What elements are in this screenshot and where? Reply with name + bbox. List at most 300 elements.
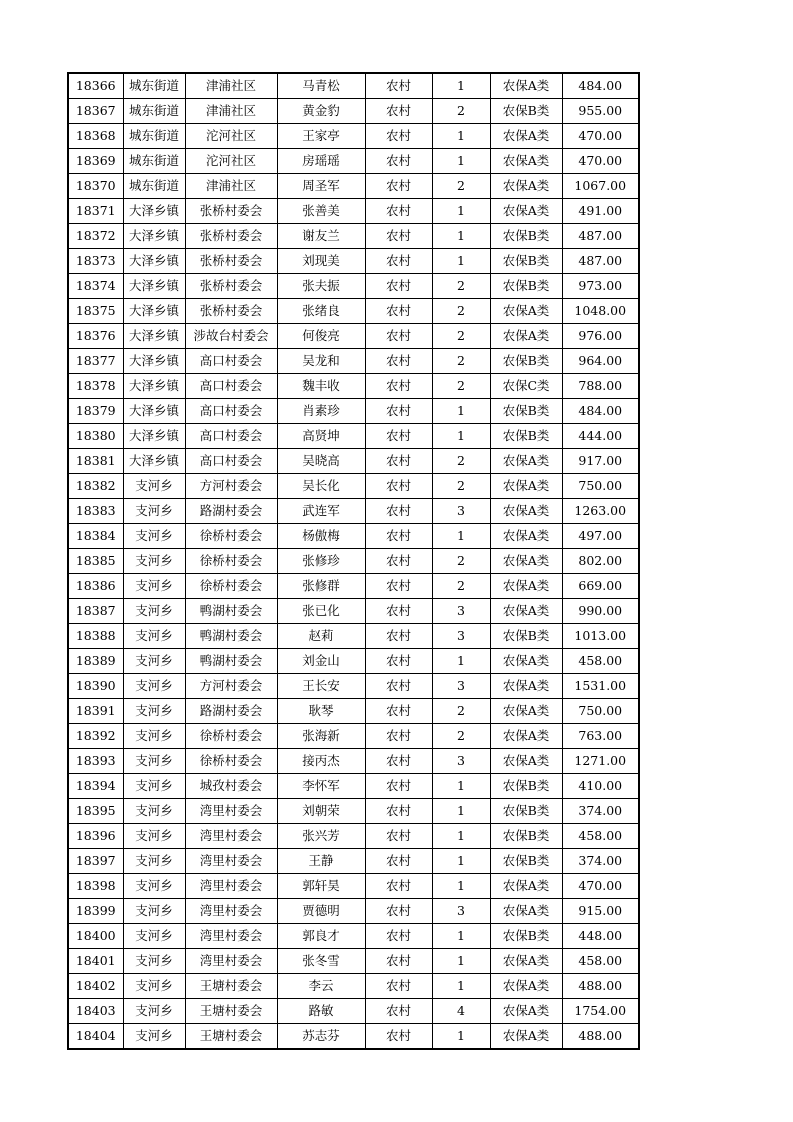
- table-body: [68, 73, 639, 1049]
- amount-cell: 750.00: [562, 699, 639, 724]
- member-count-cell: 1: [432, 399, 490, 424]
- name-cell: 张夫振: [277, 274, 365, 299]
- member-count-cell: 4: [432, 999, 490, 1024]
- household-type-cell: 农村: [365, 799, 432, 824]
- insurance-category-cell: 农保A类: [490, 974, 562, 999]
- township-cell: 大泽乡镇: [123, 274, 185, 299]
- member-count-cell: 2: [432, 699, 490, 724]
- household-type-cell: 农村: [365, 724, 432, 749]
- table-row: [68, 399, 639, 424]
- serial-number-cell: 18376: [68, 324, 123, 349]
- household-type-cell: 农村: [365, 499, 432, 524]
- insurance-category-cell: 农保B类: [490, 774, 562, 799]
- amount-cell: 458.00: [562, 649, 639, 674]
- table-row: [68, 999, 639, 1024]
- table-row: [68, 624, 639, 649]
- serial-number-cell: 18398: [68, 874, 123, 899]
- serial-number-cell: 18387: [68, 599, 123, 624]
- amount-cell: 448.00: [562, 924, 639, 949]
- member-count-cell: 2: [432, 99, 490, 124]
- insurance-category-cell: 农保B类: [490, 249, 562, 274]
- township-cell: 大泽乡镇: [123, 324, 185, 349]
- table-row: [68, 524, 639, 549]
- table-row: [68, 974, 639, 999]
- amount-cell: 917.00: [562, 449, 639, 474]
- table-row: [68, 249, 639, 274]
- insurance-category-cell: 农保B类: [490, 849, 562, 874]
- name-cell: 张冬雪: [277, 949, 365, 974]
- table-row: [68, 849, 639, 874]
- serial-number-cell: 18397: [68, 849, 123, 874]
- township-cell: 大泽乡镇: [123, 424, 185, 449]
- serial-number-cell: 18370: [68, 174, 123, 199]
- amount-cell: 487.00: [562, 224, 639, 249]
- serial-number-cell: 18366: [68, 73, 123, 99]
- table-row: [68, 424, 639, 449]
- table-row: [68, 474, 639, 499]
- township-cell: 大泽乡镇: [123, 199, 185, 224]
- household-type-cell: 农村: [365, 174, 432, 199]
- village-cell: 沱河社区: [185, 124, 277, 149]
- insurance-category-cell: 农保A类: [490, 174, 562, 199]
- township-cell: 支河乡: [123, 599, 185, 624]
- member-count-cell: 2: [432, 474, 490, 499]
- member-count-cell: 1: [432, 524, 490, 549]
- insurance-category-cell: 农保A类: [490, 124, 562, 149]
- household-type-cell: 农村: [365, 874, 432, 899]
- village-cell: 徐桥村委会: [185, 749, 277, 774]
- township-cell: 城东街道: [123, 73, 185, 99]
- village-cell: 高口村委会: [185, 374, 277, 399]
- household-type-cell: 农村: [365, 274, 432, 299]
- village-cell: 涉故台村委会: [185, 324, 277, 349]
- household-type-cell: 农村: [365, 73, 432, 99]
- household-type-cell: 农村: [365, 849, 432, 874]
- serial-number-cell: 18388: [68, 624, 123, 649]
- amount-cell: 484.00: [562, 399, 639, 424]
- member-count-cell: 1: [432, 949, 490, 974]
- household-type-cell: 农村: [365, 424, 432, 449]
- village-cell: 张桥村委会: [185, 199, 277, 224]
- insurance-category-cell: 农保C类: [490, 374, 562, 399]
- insurance-category-cell: 农保A类: [490, 724, 562, 749]
- insurance-category-cell: 农保A类: [490, 649, 562, 674]
- insurance-category-cell: 农保A类: [490, 949, 562, 974]
- amount-cell: 1271.00: [562, 749, 639, 774]
- township-cell: 支河乡: [123, 699, 185, 724]
- serial-number-cell: 18389: [68, 649, 123, 674]
- name-cell: 路敏: [277, 999, 365, 1024]
- village-cell: 路湖村委会: [185, 699, 277, 724]
- serial-number-cell: 18386: [68, 574, 123, 599]
- township-cell: 城东街道: [123, 174, 185, 199]
- village-cell: 高口村委会: [185, 349, 277, 374]
- township-cell: 支河乡: [123, 749, 185, 774]
- village-cell: 鸭湖村委会: [185, 624, 277, 649]
- insurance-category-cell: 农保A类: [490, 674, 562, 699]
- township-cell: 支河乡: [123, 849, 185, 874]
- village-cell: 张桥村委会: [185, 249, 277, 274]
- insurance-category-cell: 农保A类: [490, 324, 562, 349]
- name-cell: 张善美: [277, 199, 365, 224]
- table-row: [68, 749, 639, 774]
- household-type-cell: 农村: [365, 249, 432, 274]
- member-count-cell: 1: [432, 974, 490, 999]
- table-row: [68, 73, 639, 99]
- township-cell: 支河乡: [123, 474, 185, 499]
- member-count-cell: 2: [432, 324, 490, 349]
- amount-cell: 990.00: [562, 599, 639, 624]
- member-count-cell: 1: [432, 824, 490, 849]
- table-row: [68, 674, 639, 699]
- amount-cell: 374.00: [562, 849, 639, 874]
- township-cell: 支河乡: [123, 724, 185, 749]
- name-cell: 马青松: [277, 73, 365, 99]
- amount-cell: 1067.00: [562, 174, 639, 199]
- serial-number-cell: 18375: [68, 299, 123, 324]
- household-type-cell: 农村: [365, 99, 432, 124]
- household-type-cell: 农村: [365, 524, 432, 549]
- village-cell: 湾里村委会: [185, 799, 277, 824]
- household-type-cell: 农村: [365, 449, 432, 474]
- table-row: [68, 549, 639, 574]
- name-cell: 高贤坤: [277, 424, 365, 449]
- insurance-category-cell: 农保A类: [490, 574, 562, 599]
- township-cell: 支河乡: [123, 974, 185, 999]
- amount-cell: 1754.00: [562, 999, 639, 1024]
- member-count-cell: 1: [432, 124, 490, 149]
- amount-cell: 374.00: [562, 799, 639, 824]
- serial-number-cell: 18385: [68, 549, 123, 574]
- household-type-cell: 农村: [365, 549, 432, 574]
- member-count-cell: 2: [432, 449, 490, 474]
- table-row: [68, 724, 639, 749]
- household-type-cell: 农村: [365, 949, 432, 974]
- insurance-category-cell: 农保A类: [490, 499, 562, 524]
- name-cell: 赵莉: [277, 624, 365, 649]
- amount-cell: 470.00: [562, 149, 639, 174]
- serial-number-cell: 18394: [68, 774, 123, 799]
- member-count-cell: 2: [432, 724, 490, 749]
- name-cell: 周圣军: [277, 174, 365, 199]
- household-type-cell: 农村: [365, 374, 432, 399]
- member-count-cell: 2: [432, 349, 490, 374]
- village-cell: 方河村委会: [185, 474, 277, 499]
- village-cell: 王塘村委会: [185, 974, 277, 999]
- name-cell: 张已化: [277, 599, 365, 624]
- table-row: [68, 299, 639, 324]
- serial-number-cell: 18400: [68, 924, 123, 949]
- name-cell: 王家亭: [277, 124, 365, 149]
- table-row: [68, 324, 639, 349]
- township-cell: 支河乡: [123, 999, 185, 1024]
- member-count-cell: 1: [432, 199, 490, 224]
- township-cell: 支河乡: [123, 574, 185, 599]
- township-cell: 支河乡: [123, 799, 185, 824]
- table-row: [68, 374, 639, 399]
- township-cell: 大泽乡镇: [123, 399, 185, 424]
- serial-number-cell: 18402: [68, 974, 123, 999]
- name-cell: 武连军: [277, 499, 365, 524]
- township-cell: 支河乡: [123, 649, 185, 674]
- table-row: [68, 274, 639, 299]
- member-count-cell: 2: [432, 299, 490, 324]
- name-cell: 魏丰收: [277, 374, 365, 399]
- township-cell: 支河乡: [123, 774, 185, 799]
- township-cell: 支河乡: [123, 549, 185, 574]
- township-cell: 支河乡: [123, 1024, 185, 1050]
- township-cell: 支河乡: [123, 524, 185, 549]
- insurance-category-cell: 农保A类: [490, 899, 562, 924]
- serial-number-cell: 18403: [68, 999, 123, 1024]
- serial-number-cell: 18368: [68, 124, 123, 149]
- amount-cell: 955.00: [562, 99, 639, 124]
- member-count-cell: 3: [432, 674, 490, 699]
- village-cell: 高口村委会: [185, 424, 277, 449]
- member-count-cell: 1: [432, 224, 490, 249]
- amount-cell: 1013.00: [562, 624, 639, 649]
- table-row: [68, 199, 639, 224]
- name-cell: 张兴芳: [277, 824, 365, 849]
- township-cell: 大泽乡镇: [123, 449, 185, 474]
- amount-cell: 497.00: [562, 524, 639, 549]
- table-row: [68, 899, 639, 924]
- household-type-cell: 农村: [365, 149, 432, 174]
- insurance-category-cell: 农保B类: [490, 924, 562, 949]
- serial-number-cell: 18369: [68, 149, 123, 174]
- member-count-cell: 1: [432, 924, 490, 949]
- name-cell: 杨傲梅: [277, 524, 365, 549]
- serial-number-cell: 18371: [68, 199, 123, 224]
- village-cell: 高口村委会: [185, 449, 277, 474]
- amount-cell: 444.00: [562, 424, 639, 449]
- household-type-cell: 农村: [365, 674, 432, 699]
- township-cell: 大泽乡镇: [123, 249, 185, 274]
- name-cell: 刘金山: [277, 649, 365, 674]
- insurance-category-cell: 农保A类: [490, 199, 562, 224]
- township-cell: 城东街道: [123, 99, 185, 124]
- insurance-category-cell: 农保A类: [490, 1024, 562, 1050]
- name-cell: 李云: [277, 974, 365, 999]
- household-type-cell: 农村: [365, 124, 432, 149]
- member-count-cell: 1: [432, 774, 490, 799]
- name-cell: 张海新: [277, 724, 365, 749]
- amount-cell: 410.00: [562, 774, 639, 799]
- serial-number-cell: 18399: [68, 899, 123, 924]
- name-cell: 贾德明: [277, 899, 365, 924]
- serial-number-cell: 18373: [68, 249, 123, 274]
- name-cell: 张绪良: [277, 299, 365, 324]
- village-cell: 湾里村委会: [185, 949, 277, 974]
- serial-number-cell: 18393: [68, 749, 123, 774]
- township-cell: 大泽乡镇: [123, 224, 185, 249]
- village-cell: 王塘村委会: [185, 999, 277, 1024]
- serial-number-cell: 18380: [68, 424, 123, 449]
- village-cell: 鸭湖村委会: [185, 599, 277, 624]
- member-count-cell: 2: [432, 574, 490, 599]
- household-type-cell: 农村: [365, 324, 432, 349]
- name-cell: 吴长化: [277, 474, 365, 499]
- township-cell: 支河乡: [123, 674, 185, 699]
- village-cell: 徐桥村委会: [185, 724, 277, 749]
- table-row: [68, 124, 639, 149]
- village-cell: 湾里村委会: [185, 849, 277, 874]
- table-row: [68, 599, 639, 624]
- name-cell: 苏志芬: [277, 1024, 365, 1050]
- township-cell: 支河乡: [123, 824, 185, 849]
- village-cell: 湾里村委会: [185, 899, 277, 924]
- amount-cell: 470.00: [562, 124, 639, 149]
- member-count-cell: 3: [432, 599, 490, 624]
- village-cell: 湾里村委会: [185, 824, 277, 849]
- insurance-category-cell: 农保B类: [490, 274, 562, 299]
- insurance-category-cell: 农保A类: [490, 299, 562, 324]
- village-cell: 津浦社区: [185, 174, 277, 199]
- member-count-cell: 3: [432, 899, 490, 924]
- member-count-cell: 1: [432, 874, 490, 899]
- household-type-cell: 农村: [365, 599, 432, 624]
- village-cell: 张桥村委会: [185, 274, 277, 299]
- household-type-cell: 农村: [365, 224, 432, 249]
- member-count-cell: 3: [432, 624, 490, 649]
- village-cell: 湾里村委会: [185, 874, 277, 899]
- amount-cell: 458.00: [562, 824, 639, 849]
- name-cell: 郭轩昊: [277, 874, 365, 899]
- amount-cell: 1531.00: [562, 674, 639, 699]
- township-cell: 大泽乡镇: [123, 374, 185, 399]
- amount-cell: 488.00: [562, 1024, 639, 1050]
- amount-cell: 491.00: [562, 199, 639, 224]
- amount-cell: 484.00: [562, 73, 639, 99]
- insurance-category-cell: 农保A类: [490, 474, 562, 499]
- table-row: [68, 1024, 639, 1050]
- member-count-cell: 1: [432, 424, 490, 449]
- serial-number-cell: 18379: [68, 399, 123, 424]
- name-cell: 张修珍: [277, 549, 365, 574]
- insurance-category-cell: 农保B类: [490, 399, 562, 424]
- member-count-cell: 1: [432, 649, 490, 674]
- data-table: [67, 72, 640, 1050]
- member-count-cell: 1: [432, 149, 490, 174]
- table-row: [68, 574, 639, 599]
- household-type-cell: 农村: [365, 774, 432, 799]
- village-cell: 高口村委会: [185, 399, 277, 424]
- insurance-category-cell: 农保A类: [490, 699, 562, 724]
- serial-number-cell: 18378: [68, 374, 123, 399]
- member-count-cell: 1: [432, 73, 490, 99]
- insurance-category-cell: 农保A类: [490, 999, 562, 1024]
- village-cell: 方河村委会: [185, 674, 277, 699]
- table-row: [68, 349, 639, 374]
- serial-number-cell: 18404: [68, 1024, 123, 1050]
- name-cell: 肖素珍: [277, 399, 365, 424]
- amount-cell: 976.00: [562, 324, 639, 349]
- amount-cell: 470.00: [562, 874, 639, 899]
- insurance-category-cell: 农保A类: [490, 749, 562, 774]
- township-cell: 城东街道: [123, 149, 185, 174]
- serial-number-cell: 18367: [68, 99, 123, 124]
- insurance-category-cell: 农保A类: [490, 73, 562, 99]
- serial-number-cell: 18383: [68, 499, 123, 524]
- serial-number-cell: 18377: [68, 349, 123, 374]
- township-cell: 支河乡: [123, 499, 185, 524]
- village-cell: 鸭湖村委会: [185, 649, 277, 674]
- amount-cell: 488.00: [562, 974, 639, 999]
- member-count-cell: 2: [432, 549, 490, 574]
- township-cell: 支河乡: [123, 899, 185, 924]
- household-type-cell: 农村: [365, 924, 432, 949]
- table-row: [68, 949, 639, 974]
- member-count-cell: 2: [432, 274, 490, 299]
- name-cell: 黄金豹: [277, 99, 365, 124]
- amount-cell: 763.00: [562, 724, 639, 749]
- insurance-category-cell: 农保A类: [490, 449, 562, 474]
- village-cell: 沱河社区: [185, 149, 277, 174]
- village-cell: 徐桥村委会: [185, 549, 277, 574]
- table-row: [68, 649, 639, 674]
- insurance-category-cell: 农保B类: [490, 224, 562, 249]
- amount-cell: 973.00: [562, 274, 639, 299]
- member-count-cell: 3: [432, 499, 490, 524]
- serial-number-cell: 18401: [68, 949, 123, 974]
- insurance-category-cell: 农保B类: [490, 349, 562, 374]
- amount-cell: 1048.00: [562, 299, 639, 324]
- serial-number-cell: 18374: [68, 274, 123, 299]
- name-cell: 吴晓高: [277, 449, 365, 474]
- insurance-category-cell: 农保B类: [490, 824, 562, 849]
- serial-number-cell: 18390: [68, 674, 123, 699]
- amount-cell: 788.00: [562, 374, 639, 399]
- name-cell: 李怀军: [277, 774, 365, 799]
- name-cell: 刘现美: [277, 249, 365, 274]
- name-cell: 王长安: [277, 674, 365, 699]
- serial-number-cell: 18382: [68, 474, 123, 499]
- household-type-cell: 农村: [365, 574, 432, 599]
- serial-number-cell: 18381: [68, 449, 123, 474]
- household-type-cell: 农村: [365, 999, 432, 1024]
- table-row: [68, 149, 639, 174]
- village-cell: 路湖村委会: [185, 499, 277, 524]
- village-cell: 城孜村委会: [185, 774, 277, 799]
- household-type-cell: 农村: [365, 199, 432, 224]
- name-cell: 耿琴: [277, 699, 365, 724]
- table-row: [68, 874, 639, 899]
- village-cell: 津浦社区: [185, 73, 277, 99]
- serial-number-cell: 18391: [68, 699, 123, 724]
- name-cell: 接丙杰: [277, 749, 365, 774]
- insurance-category-cell: 农保B类: [490, 424, 562, 449]
- household-type-cell: 农村: [365, 299, 432, 324]
- serial-number-cell: 18392: [68, 724, 123, 749]
- village-cell: 湾里村委会: [185, 924, 277, 949]
- household-type-cell: 农村: [365, 349, 432, 374]
- amount-cell: 802.00: [562, 549, 639, 574]
- name-cell: 何俊亮: [277, 324, 365, 349]
- member-count-cell: 1: [432, 249, 490, 274]
- village-cell: 徐桥村委会: [185, 524, 277, 549]
- table-row: [68, 224, 639, 249]
- household-type-cell: 农村: [365, 399, 432, 424]
- name-cell: 房瑶瑶: [277, 149, 365, 174]
- village-cell: 徐桥村委会: [185, 574, 277, 599]
- table-row: [68, 699, 639, 724]
- township-cell: 支河乡: [123, 924, 185, 949]
- member-count-cell: 2: [432, 174, 490, 199]
- household-type-cell: 农村: [365, 699, 432, 724]
- table-row: [68, 99, 639, 124]
- member-count-cell: 1: [432, 1024, 490, 1050]
- member-count-cell: 1: [432, 849, 490, 874]
